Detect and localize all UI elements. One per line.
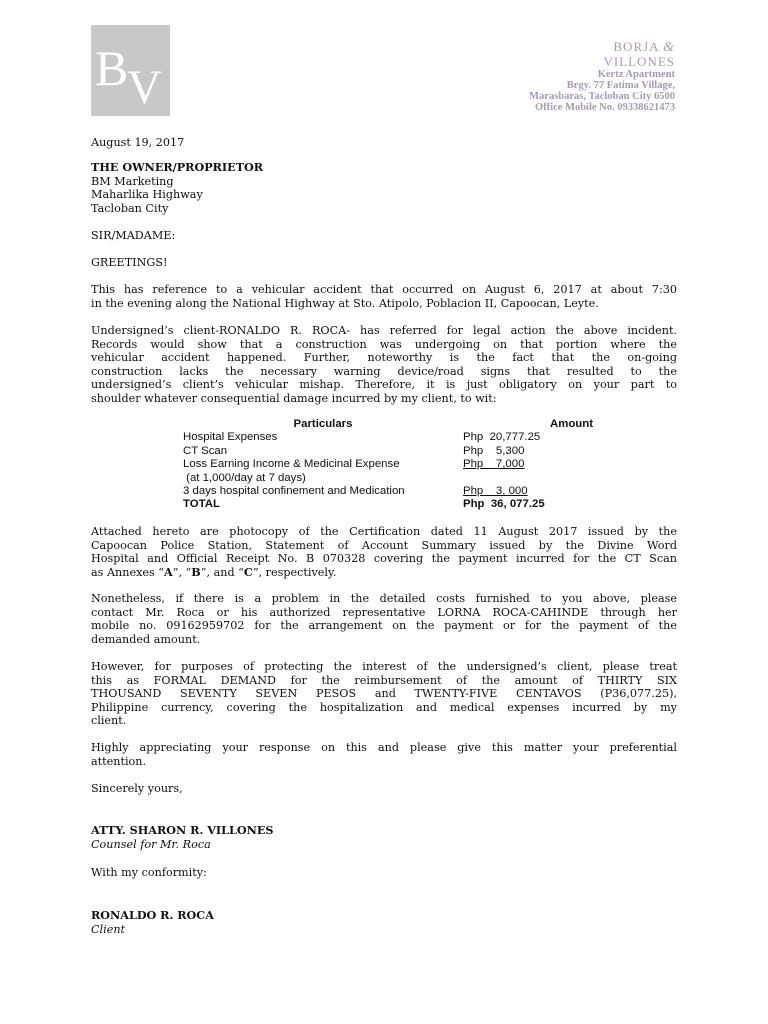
annex-c: C xyxy=(243,564,253,579)
closing: Sincerely yours, xyxy=(91,782,183,795)
table-row xyxy=(183,445,605,458)
costs-table xyxy=(183,418,605,512)
header-amount: Amount xyxy=(549,418,593,430)
paragraph-line: Records would show that a construction was undergoing on that portion where the xyxy=(91,337,677,351)
cost-item: Loss Earning Income & Medicinal Expense xyxy=(183,458,400,471)
paragraph-line: undersigned’s client’s vehicular mishap. Therefore, it is just obligatory on your part to xyxy=(91,378,677,392)
cost-amount: Php 20,777.25 xyxy=(463,431,541,444)
paragraph-appreciation xyxy=(91,741,677,768)
firm-address-line: Marasbaras, Tacloban City 6500 xyxy=(529,91,675,102)
paragraph-line: construction lacks the necessary warning device/road signs that resulted to the xyxy=(91,364,677,378)
letter-date: August 19, 2017 xyxy=(91,136,185,149)
annex-a: A xyxy=(164,564,173,579)
paragraph-line: in the evening along the National Highway at Sto. Atipolo, Poblacion II, Capoocan, Leyte. xyxy=(91,296,599,310)
paragraph-line: Philippine currency, covering the hospitalization and medical expenses incurred by my xyxy=(91,700,677,714)
table-row xyxy=(183,431,605,444)
table-row xyxy=(183,472,605,485)
paragraph-accident-reference xyxy=(91,283,677,310)
annex-text: ”, “ xyxy=(172,565,192,579)
paragraph-contact xyxy=(91,592,677,646)
greeting: GREETINGS! xyxy=(91,256,168,269)
signer-name: ATTY. SHARON R. VILLONES xyxy=(91,823,274,837)
paragraph-line: contact Mr. Roca or his authorized representative LORNA ROCA-CAHINDE through her xyxy=(91,605,677,619)
recipient-block xyxy=(91,161,677,215)
firm-name-1: BORJA xyxy=(613,39,659,54)
paragraph-annexes xyxy=(91,525,677,579)
conformity-line: With my conformity: xyxy=(91,866,207,879)
signature-block-client xyxy=(91,909,677,936)
cost-amount xyxy=(463,472,605,485)
firm-ampersand: & xyxy=(663,40,675,55)
firm-address-line: Kertz Apartment xyxy=(597,69,675,80)
cost-item: CT Scan xyxy=(183,444,228,457)
bv-monogram-icon xyxy=(91,25,170,116)
table-row xyxy=(183,458,605,471)
paragraph-line: THOUSAND SEVENTY SEVEN PESOS and TWENTY-FIVE CENTAVOS (P36,077.25), xyxy=(91,687,677,701)
total-amount: Php 36, 077.25 xyxy=(463,498,545,511)
paragraph-line: However, for purposes of protecting the interest of the undersigned’s client, please treat xyxy=(91,660,677,673)
paragraph-formal-demand xyxy=(91,660,677,728)
signer-name: RONALDO R. ROCA xyxy=(91,908,214,922)
signature-block-counsel xyxy=(91,824,677,851)
firm-logo xyxy=(91,25,170,116)
cost-amount: Php 3, 000 xyxy=(463,485,528,498)
paragraph-line: This has reference to a vehicular accident that occurred on August 6, 2017 at about 7:30 xyxy=(91,283,677,296)
cost-item: Hospital Expenses xyxy=(183,431,278,444)
recipient-line: Maharlika Highway xyxy=(91,188,203,202)
paragraph-line: Capoocan Police Station, Statement of Account Summary issued by the Divine Word xyxy=(91,538,677,552)
paragraph-line: Attached hereto are photocopy of the Certification dated 11 August 2017 issued by the xyxy=(91,525,677,538)
annex-text: ”, and “ xyxy=(200,565,244,579)
paragraph-line: shoulder whatever consequential damage incurred by my client, to wit: xyxy=(91,391,497,405)
firm-name-2: VILLONES xyxy=(603,54,675,69)
paragraph-line xyxy=(91,566,677,580)
paragraph-line: Hospital and Official Receipt No. B 070328 covering the payment incurred for the CT Scan xyxy=(91,552,677,566)
cost-item-note: (at 1,000/day at 7 days) xyxy=(183,471,306,484)
cost-amount: Php 7,000 xyxy=(463,458,525,471)
paragraph-legal-action xyxy=(91,324,677,406)
firm-office-mobile: Office Mobile No. 09338621473 xyxy=(535,102,675,113)
firm-letterhead xyxy=(529,40,675,113)
recipient-line: BM Marketing xyxy=(91,174,174,188)
paragraph-line: Nonetheless, if there is a problem in the detailed costs furnished to you above, please xyxy=(91,592,677,605)
paragraph-line: mobile no. 09162959702 for the arrangement on the payment or for the payment of the xyxy=(91,619,677,633)
annex-text: ”, respectively. xyxy=(252,565,337,579)
recipient-line: Tacloban City xyxy=(91,201,169,215)
svg-text:V: V xyxy=(127,61,162,114)
annex-b: B xyxy=(191,564,201,579)
firm-address-line: Brgy. 77 Fatima Village, xyxy=(566,80,675,91)
svg-text:B: B xyxy=(95,40,129,96)
recipient-title: THE OWNER/PROPRIETOR xyxy=(91,160,264,174)
paragraph-line: vehicular accident happened. Further, noteworthy is the fact that the on-going xyxy=(91,351,677,365)
salutation: SIR/MADAME: xyxy=(91,229,176,242)
signer-role: Client xyxy=(91,922,126,936)
cost-amount: Php 5,300 xyxy=(463,444,525,457)
paragraph-line: client. xyxy=(91,714,127,728)
paragraph-line: Highly appreciating your response on this and please give this matter your preferential xyxy=(91,741,677,754)
cost-item: 3 days hospital confinement and Medication xyxy=(183,485,405,498)
annex-text: as Annexes “ xyxy=(91,565,165,579)
signer-role: Counsel for Mr. Roca xyxy=(91,837,211,851)
total-label: TOTAL xyxy=(183,498,220,511)
header-particulars: Particulars xyxy=(293,418,353,430)
paragraph-line: demanded amount. xyxy=(91,632,201,646)
paragraph-line: Undersigned’s client-RONALDO R. ROCA- has referred for legal action the above incident. xyxy=(91,324,677,337)
table-header-row xyxy=(183,418,605,431)
paragraph-line: this as FORMAL DEMAND for the reimbursement of the amount of THIRTY SIX xyxy=(91,673,677,687)
paragraph-line: attention. xyxy=(91,754,147,768)
table-total-row xyxy=(183,498,605,511)
table-row xyxy=(183,485,605,498)
